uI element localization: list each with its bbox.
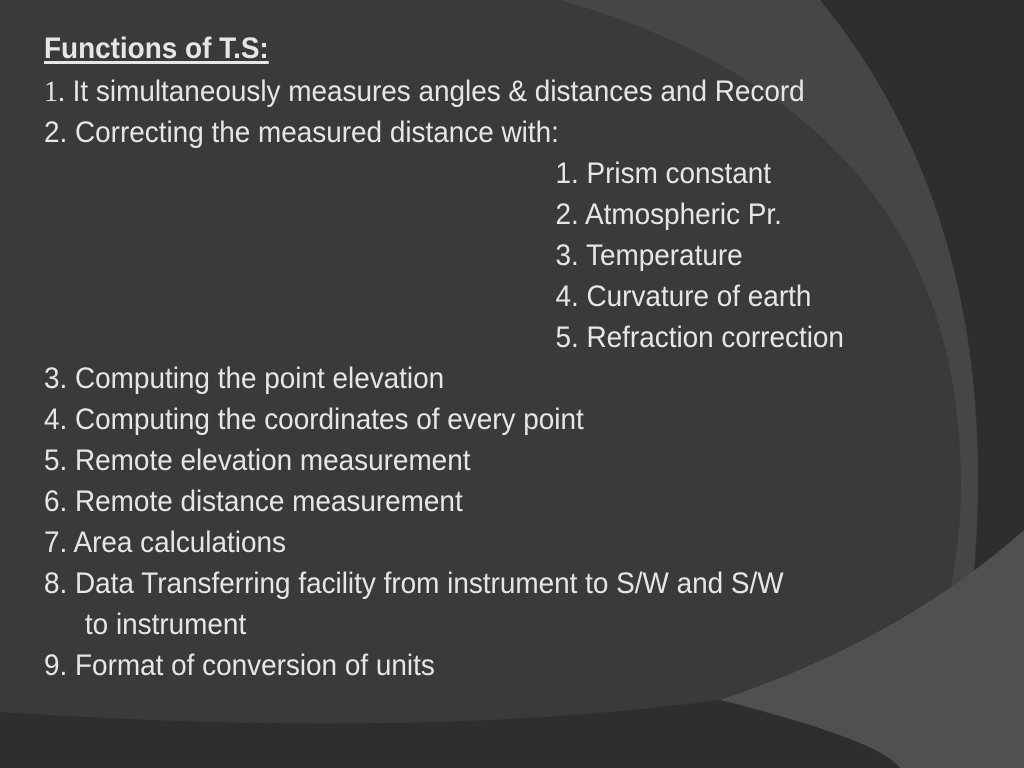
sub-list-item: 5. Refraction correction — [555, 321, 844, 354]
sub-list-item: 1. Prism constant — [555, 157, 772, 190]
list-item: 7. Area calculations — [44, 526, 286, 559]
sub-list-item: 2. Atmospheric Pr. — [555, 198, 782, 231]
list-item — [44, 71, 937, 112]
list-item: 9. Format of conversion of units — [44, 649, 435, 682]
item-number: 1. — [44, 75, 65, 108]
list-item: 4. Computing the coordinates of every point — [44, 403, 584, 436]
item-text: It simultaneously measures angles & distances and Record — [64, 75, 805, 108]
list-item: 2. Correcting the measured distance with: — [44, 116, 559, 149]
list-item: 8. Data Transferring facility from instrument to S/W and S/W — [44, 567, 784, 600]
sub-list-item: 4. Curvature of earth — [555, 280, 812, 313]
sub-list-item: 3. Temperature — [555, 239, 743, 272]
list-item: 5. Remote elevation measurement — [44, 444, 471, 477]
list-item-continuation: to instrument — [84, 608, 247, 641]
list-item: 3. Computing the point elevation — [44, 362, 445, 395]
slide-heading: Functions of T.S: — [44, 32, 269, 65]
slide-content — [44, 26, 937, 686]
list-item: 6. Remote distance measurement — [44, 485, 463, 518]
